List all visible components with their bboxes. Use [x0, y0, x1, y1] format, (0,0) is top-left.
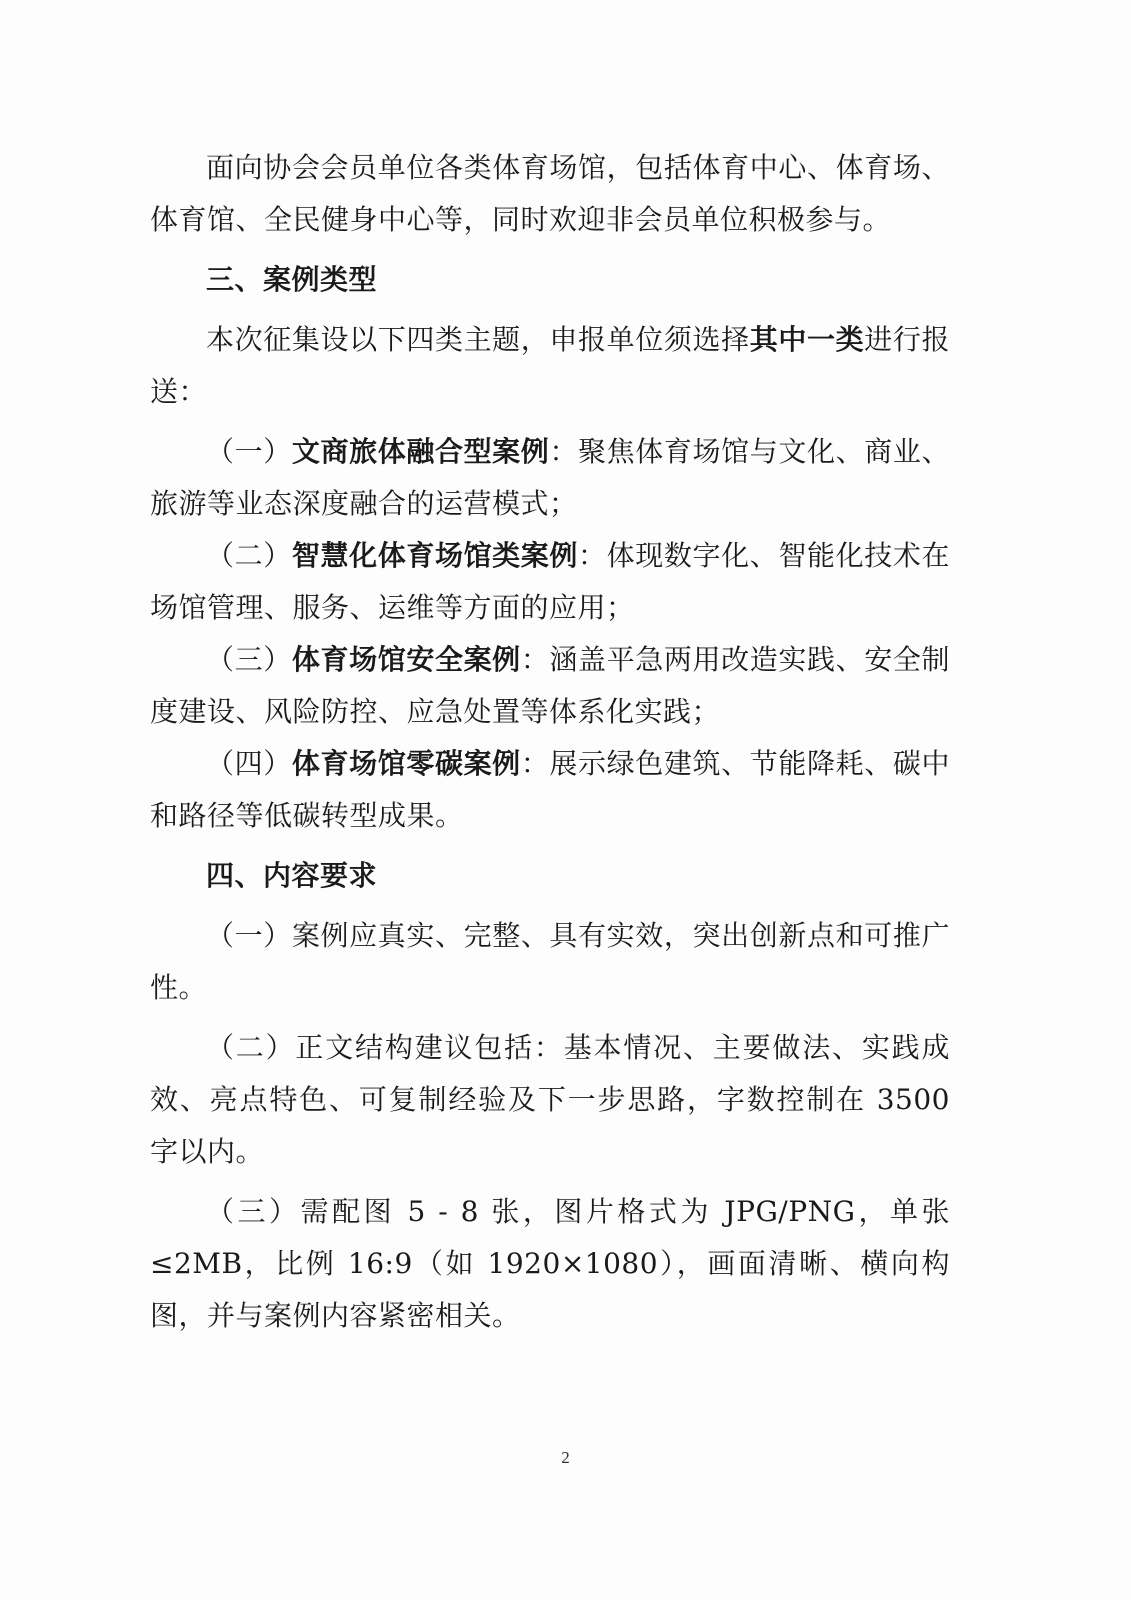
case-type-text: ：涵盖平急两用改造实践、安全制度建设、风险防控、应急处置等体系化实践； [150, 643, 950, 728]
case-type-prefix: （三） [206, 643, 292, 676]
case-type-text: ：展示绿色建筑、节能降耗、碳中和路径等低碳转型成果。 [150, 747, 950, 832]
section-3-heading: 三、案例类型 [206, 263, 378, 296]
case-type-text: ：体现数字化、智能化技术在场馆管理、服务、运维等方面的应用； [150, 539, 950, 624]
case-type-title: 智慧化体育场馆类案例 [291, 539, 579, 572]
section-3-intro [150, 314, 950, 418]
case-type-prefix: （一） [206, 435, 292, 468]
case-type-item-3 [150, 634, 950, 738]
case-type-prefix: （二） [206, 539, 292, 572]
case-type-item-4 [150, 738, 950, 842]
case-type-text: ：聚焦体育场馆与文化、商业、旅游等业态深度融合的运营模式； [150, 435, 950, 520]
page-number: 2 [561, 1448, 570, 1467]
case-type-title: 体育场馆零碳案例 [291, 747, 521, 780]
intro-paragraph: 面向协会会员单位各类体育场馆，包括体育中心、体育场、体育馆、全民健身中心等，同时欢迎非会员单位积极参与。 [150, 151, 950, 236]
case-type-item-2 [150, 530, 950, 634]
case-type-title: 文商旅体融合型案例 [291, 435, 550, 468]
content-requirement-2: （二）正文结构建议包括：基本情况、主要做法、实践成效、亮点特色、可复制经验及下一步思路，字数控制在 3500 字以内。 [150, 1031, 950, 1168]
section-4-heading: 四、内容要求 [206, 859, 378, 892]
section-3-intro-before: 本次征集设以下四类主题，申报单位须选择 [206, 323, 750, 356]
content-requirement-1: （一）案例应真实、完整、具有实效，突出创新点和可推广性。 [150, 919, 950, 1004]
section-3-intro-emphasis: 其中一类 [749, 323, 865, 356]
content-requirement-3: （三）需配图 5 - 8 张，图片格式为 JPG/PNG，单张≤2MB，比例 16:9（如 1920×1080），画面清晰、横向构图，并与案例内容紧密相关。 [150, 1195, 950, 1332]
section-3-intro-after: 进行报送： [150, 323, 950, 408]
document-body [150, 142, 950, 1342]
case-type-item-1 [150, 426, 950, 530]
case-type-title: 体育场馆安全案例 [291, 643, 521, 676]
case-type-prefix: （四） [206, 747, 292, 780]
